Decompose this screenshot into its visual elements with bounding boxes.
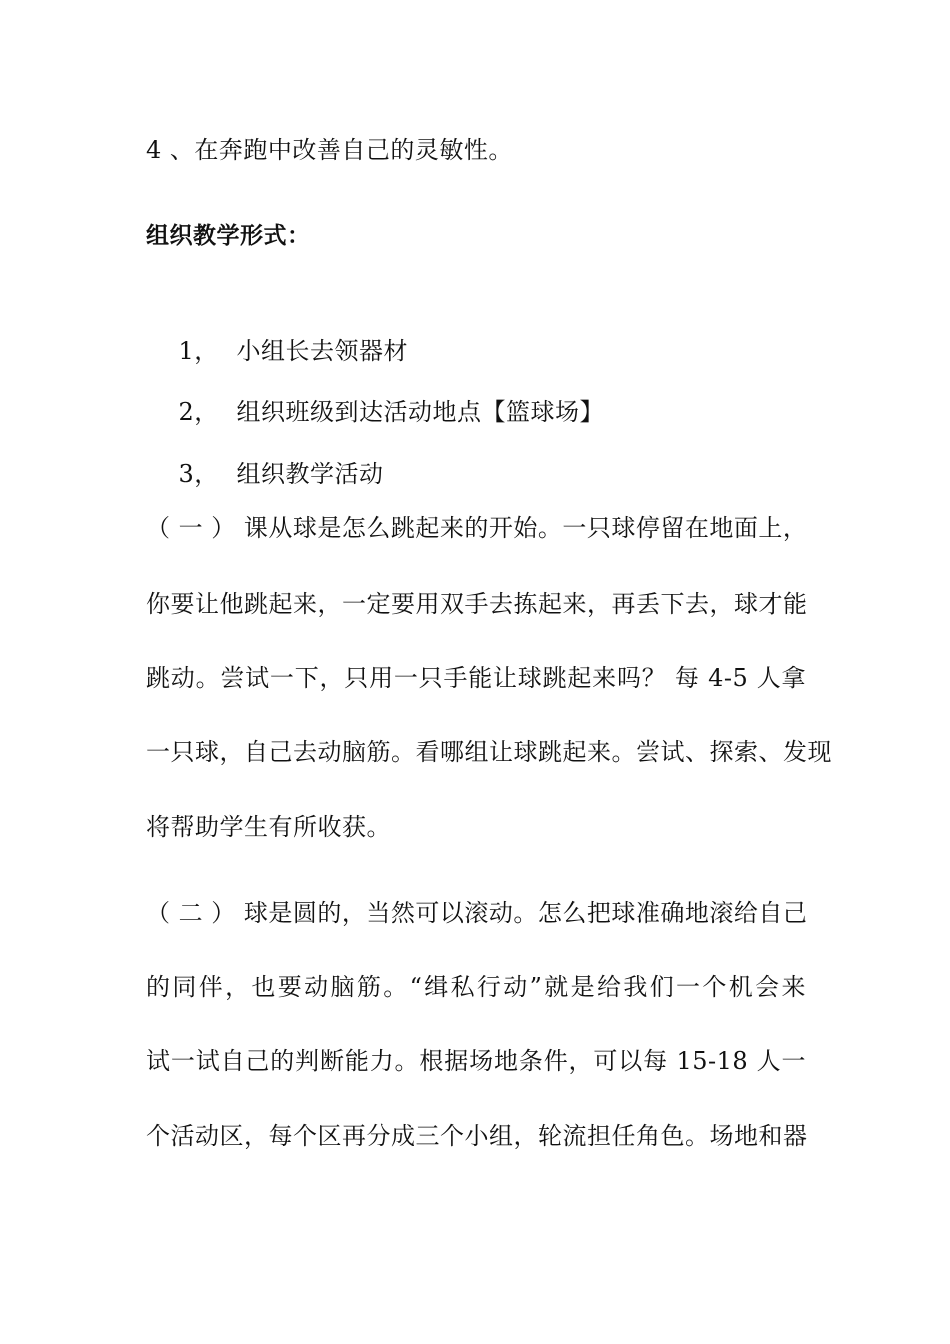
list-item-number: 3， [178,460,219,488]
list-item-text: 组织教学活动 [236,460,384,488]
objective-item-4: 4 、在奔跑中改善自己的灵敏性。 [146,136,513,164]
paragraph-line: 个活动区，每个区再分成三个小组，轮流担任角色。场地和器 [146,1122,808,1150]
list-item-text: 小组长去领器材 [236,337,409,365]
paragraph-line: 跳动。尝试一下，只用一只手能让球跳起来吗？ 每 4-5 人拿 [146,664,806,692]
list-item-number: 1， [178,337,219,365]
paragraph-line: 你要让他跳起来，一定要用双手去拣起来，再丢下去，球才能 [146,590,808,618]
paragraph-line: （ 一 ） 课从球是怎么跳起来的开始。一只球停留在地面上， [146,514,808,542]
paragraph-line: 的同伴，也要动脑筋。“缉私行动”就是给我们一个机会来 [146,973,806,1001]
list-item-number: 2， [178,398,219,426]
list-item-text: 组织班级到达活动地点【篮球场】 [236,398,605,426]
paragraph-line: 一只球，自己去动脑筋。看哪组让球跳起来。尝试、探索、发现 [146,738,832,766]
paragraph-line: 试一试自己的判断能力。根据场地条件，可以每 15-18 人一 [146,1047,806,1075]
paragraph-line: 将帮助学生有所收获。 [146,813,391,841]
section-heading: 组织教学形式： [146,223,311,249]
paragraph-line: （ 二 ） 球是圆的，当然可以滚动。怎么把球准确地滚给自己 [146,899,808,927]
list-item [146,426,384,522]
